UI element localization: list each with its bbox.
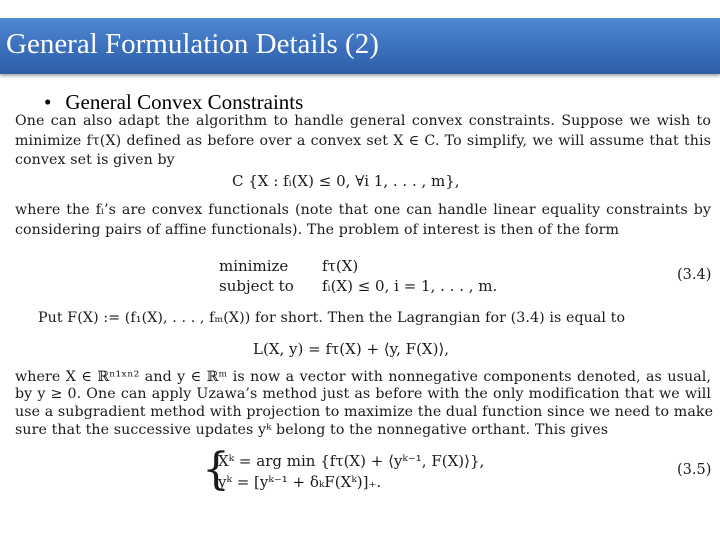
update-equation-y: yᵏ = [yᵏ⁻¹ + δₖF(Xᵏ)]₊. [218,473,382,491]
problem-objective: fτ(X) [322,257,359,275]
equation-convex-set: C {X : fᵢ(X) ≤ 0, ∀i 1, . . . , m}, [232,172,460,190]
paragraph-1-line-2: minimize fτ(X) defined as before over a convex set X ∈ C. To simplify, we will assume that this [15,133,711,149]
equation-number-3-5: (3.5) [677,462,712,478]
equation-lagrangian: L(X, y) = fτ(X) + ⟨y, F(X)⟩, [253,340,450,358]
equation-number-3-4: (3.4) [677,267,712,283]
problem-constraints: fᵢ(X) ≤ 0, i = 1, . . . , m. [322,277,498,295]
paragraph-4-line-4: sure that the successive updates yᵏ belong to the nonnegative orthant. This gives [15,422,609,438]
slide-title: General Formulation Details (2) [6,28,379,60]
paragraph-1-line-3: convex set is given by [15,152,175,168]
bullet-text: General Convex Constraints [65,90,304,114]
paragraph-4-line-3: use a subgradient method with projection to maximize the dual function since we need to make [15,404,714,420]
paragraph-1-line-1: One can also adapt the algorithm to handle general convex constraints. Suppose we wish to [15,113,711,129]
problem-subject-label: subject to [219,277,294,295]
paragraph-4-line-1: where X ∈ ℝⁿ¹ˣⁿ² and y ∈ ℝᵐ is now a vector with nonnegative components denoted, as usual, [15,369,711,385]
paragraph-2-line-1: where the fᵢ’s are convex functionals (note that one can handle linear equality constraints by [15,202,711,218]
cases-brace: { [202,444,230,495]
bullet-dot-icon: • [44,90,52,114]
update-equation-x: Xᵏ = arg min {fτ(X) + ⟨yᵏ⁻¹, F(X)⟩}, [218,452,485,470]
paragraph-2-line-2: considering pairs of affine functionals). The problem of interest is then of the form [15,222,620,238]
paragraph-4-line-2: by y ≥ 0. One can apply Uzawa’s method just as before with the only modification that we will [15,386,711,402]
paragraph-3: Put F(X) := (f₁(X), . . . , fₘ(X)) for short. Then the Lagrangian for (3.4) is equal to [38,310,626,326]
problem-minimize-label: minimize [219,257,289,275]
